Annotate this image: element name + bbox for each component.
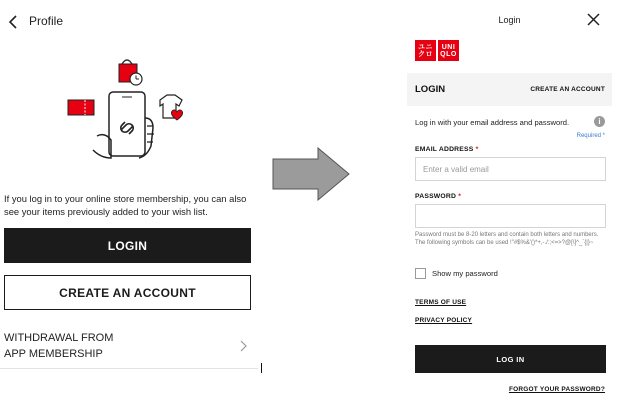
page-title: Profile <box>29 14 64 28</box>
password-requirements-text: Password must be 8-20 letters and contain both letters and numbers. The following symbols can be used !"#$%&'()*+,-./:;<=>?@[\]^_`{|}~ <box>415 232 599 246</box>
create-account-button[interactable]: CREATE AN ACCOUNT <box>4 275 251 310</box>
withdrawal-line-2: APP MEMBERSHIP <box>4 348 103 360</box>
back-chevron-icon[interactable] <box>6 13 22 31</box>
login-screen-title: Login <box>498 15 521 25</box>
password-label: PASSWORD * <box>415 193 462 200</box>
info-icon[interactable]: i <box>594 116 605 127</box>
terms-of-use-link[interactable]: TERMS OF USE <box>415 299 467 306</box>
ticket-icon <box>68 100 94 115</box>
checkbox-icon[interactable] <box>415 268 426 279</box>
log-in-button[interactable]: LOG IN <box>415 345 606 373</box>
withdrawal-label <box>4 330 113 362</box>
right-arrow-icon <box>272 147 350 201</box>
login-heading: LOGIN <box>415 84 446 95</box>
withdrawal-menu-item[interactable] <box>0 322 258 368</box>
email-label: EMAIL ADDRESS * <box>415 146 479 153</box>
login-tab-bar <box>407 73 612 106</box>
logo-katakana: ユニ クロ <box>415 40 436 61</box>
password-field[interactable] <box>415 204 606 228</box>
tshirt-heart-icon <box>160 95 183 120</box>
logo-latin: UNI QLO <box>438 40 459 61</box>
create-account-link[interactable]: CREATE AN ACCOUNT <box>530 86 605 93</box>
shopping-bag-clock-icon <box>119 60 142 85</box>
login-screen <box>407 0 612 416</box>
email-field[interactable] <box>415 157 606 181</box>
divider <box>0 368 258 369</box>
show-password-toggle[interactable] <box>415 267 498 279</box>
login-illustration <box>64 58 194 168</box>
profile-screen <box>0 0 262 416</box>
login-intro-text: Log in with your email address and password. <box>415 118 570 127</box>
login-button[interactable]: LOGIN <box>4 228 251 263</box>
profile-header <box>0 0 262 44</box>
show-password-label: Show my password <box>432 268 498 278</box>
close-icon[interactable] <box>587 13 600 26</box>
withdrawal-line-1: WITHDRAWAL FROM <box>4 332 114 344</box>
login-info-text: If you log in to your online store membership, you can also see your items previously added to your wish list. <box>4 193 247 217</box>
phone-link-icon <box>93 92 154 158</box>
uniqlo-logo <box>415 40 459 61</box>
required-note: Required * <box>576 133 605 139</box>
forgot-password-link[interactable]: FORGOT YOUR PASSWORD? <box>508 386 605 393</box>
scrollbar[interactable] <box>261 363 262 373</box>
privacy-policy-link[interactable]: PRIVACY POLICY <box>415 317 473 324</box>
chevron-right-icon <box>238 339 248 353</box>
